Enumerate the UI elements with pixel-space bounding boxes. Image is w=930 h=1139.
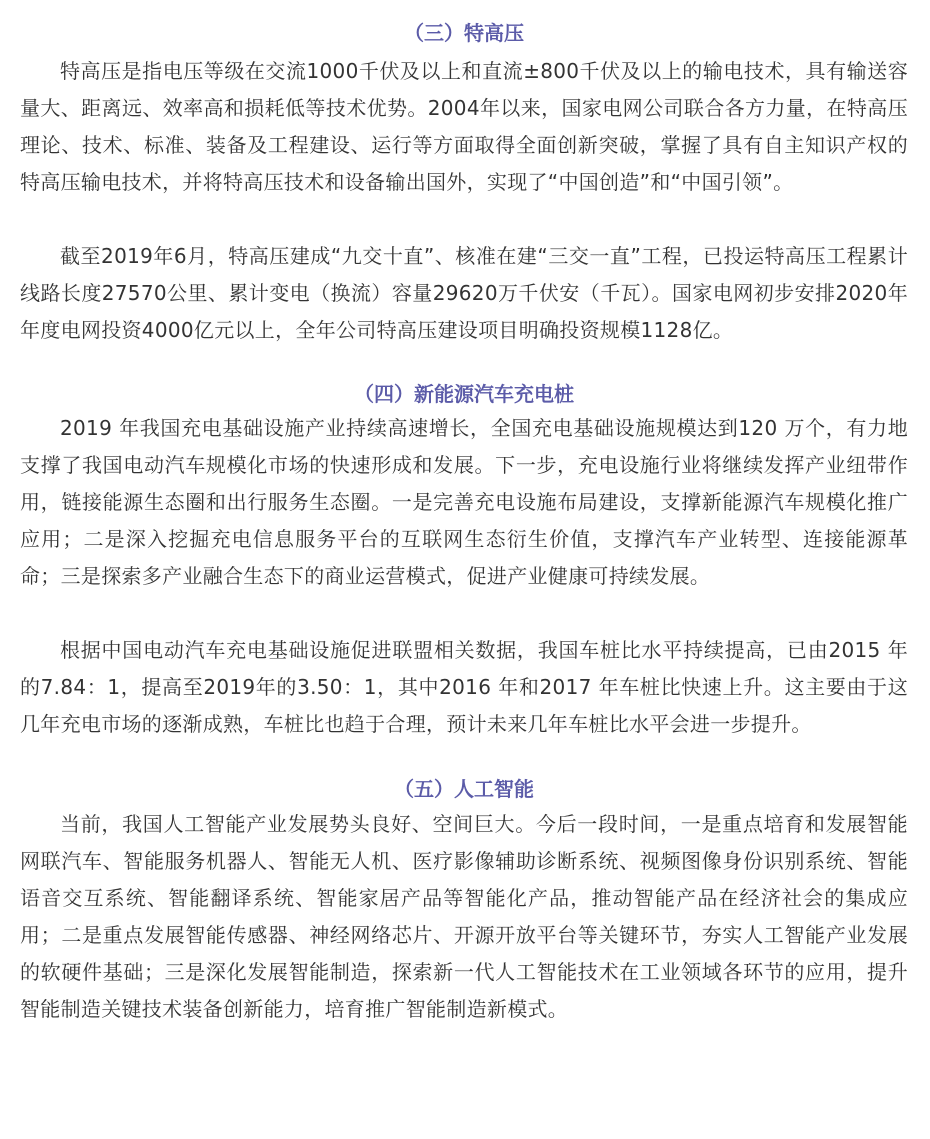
paragraph-uhv-definition: 特高压是指电压等级在交流1000千伏及以上和直流±800千伏及以上的输电技术，具有输送容量大、距离远、效率高和损耗低等技术优势。2004年以来，国家电网公司联合各方力量，在特高压理论、技术、标准、装备及工程建设、运行等方面取得全面创新突破，掌握了具有自主知识产权的特高压输电技术，并将特高压技术和设备输出国外，实现了“中国创造”和“中国引领”。 — [20, 59, 908, 194]
section-title-uhv: （三）特高压 — [404, 21, 524, 45]
paragraph-uhv-progress: 截至2019年6月，特高压建成“九交十直”、核准在建“三交一直”工程，已投运特高压工程累计线路长度27570公里、累计变电（换流）容量29620万千伏安（千瓦）。国家电网初步安排2020年年度电网投资4000亿元以上，全年公司特高压建设项目明确投资规模1128亿。 — [20, 244, 908, 342]
paragraph-ai-development: 当前，我国人工智能产业发展势头良好、空间巨大。今后一段时间，一是重点培育和发展智能网联汽车、智能服务机器人、智能无人机、医疗影像辅助诊断系统、视频图像身份识别系统、智能语音交互系统、智能翻译系统、智能家居产品等智能化产品，推动智能产品在经济社会的集成应用；二是重点发展智能传感器、神经网络芯片、开源开放平台等关键环节，夯实人工智能产业发展的软硬件基础；三是深化发展智能制造，探索新一代人工智能技术在工业领域各环节的应用，提升智能制造关键技术装备创新能力，培育推广智能制造新模式。 — [20, 812, 908, 1021]
section-title-ev-charging: （四）新能源汽车充电桩 — [354, 382, 574, 406]
section-title-ai: （五）人工智能 — [394, 777, 534, 801]
paragraph-ev-charging-growth: 2019 年我国充电基础设施产业持续高速增长，全国充电基础设施规模达到120 万个，有力地支撑了我国电动汽车规模化市场的快速形成和发展。下一步，充电设施行业将继续发挥产业纽带作用，链接能源生态圈和出行服务生态圈。一是完善充电设施布局建设，支撑新能源汽车规模化推广应用；二是深入挖掘充电信息服务平台的互联网生态衍生价值，支撑汽车产业转型、连接能源革命；三是探索多产业融合生态下的商业运营模式，促进产业健康可持续发展。 — [20, 416, 908, 588]
paragraph-ev-charging-ratio: 根据中国电动汽车充电基础设施促进联盟相关数据，我国车桩比水平持续提高，已由2015 年的7.84：1，提高至2019年的3.50：1，其中2016 年和2017 年车桩比快速上升。这主要由于这几年充电市场的逐渐成熟，车桩比也趋于合理，预计未来几年车桩比水平会进一步提升。 — [20, 638, 908, 736]
